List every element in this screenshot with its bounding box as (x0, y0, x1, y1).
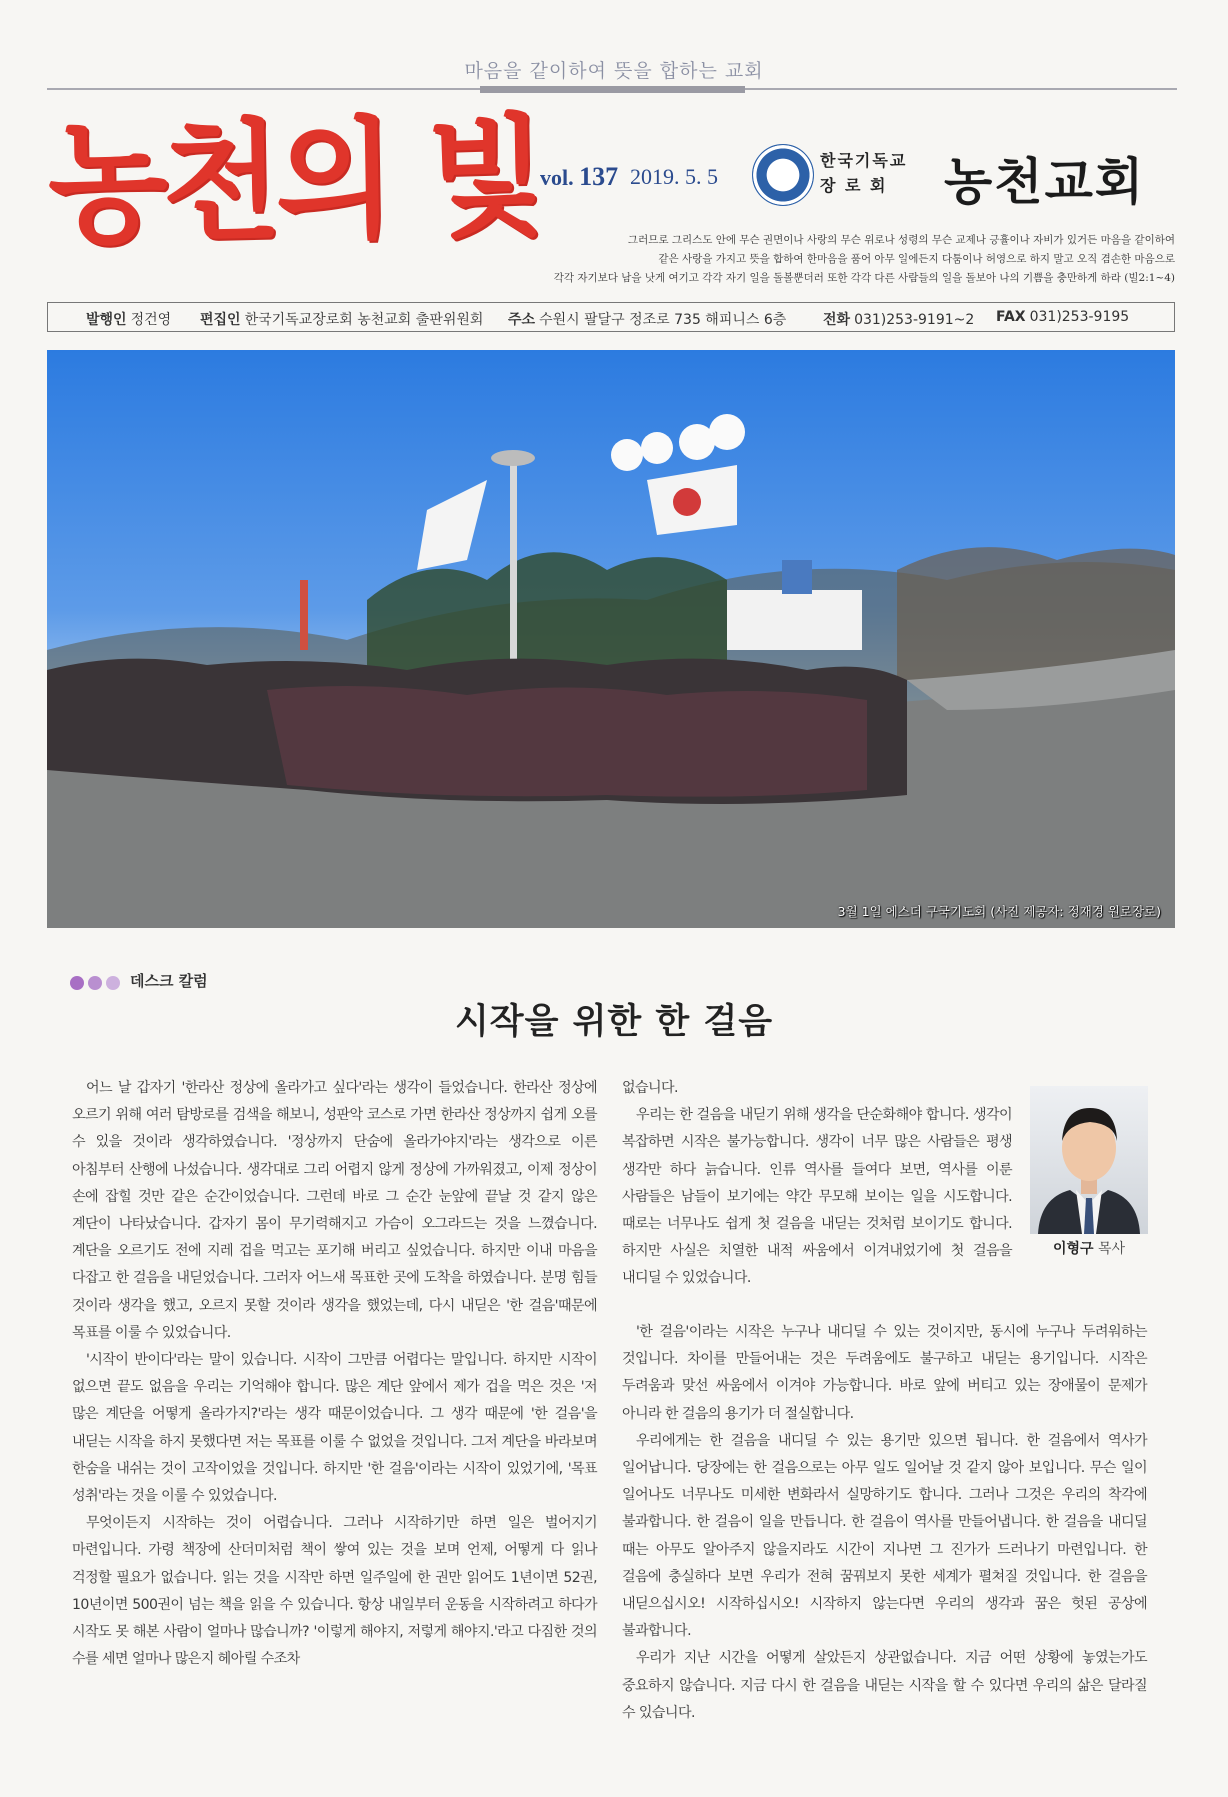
volume-prefix: vol. (540, 165, 574, 190)
article-paragraph: 우리에게는 한 걸음을 내디딜 수 있는 용기만 있으면 됩니다. 한 걸음에서 역사가 일어납니다. 당장에는 한 걸음으로는 아무 일도 일어날 것 같지 않아 보입니다. 무슨 일이 일어나도 너무나도 미세한 변화라서 실망하기도 합니다. 그러나 그것은 우리의 착각에 불과합니다. 한 걸음이 일을 만듭니다. 한 걸음이 역사를 만들어냅니다. 한 걸음을 내디딜 때는 아무도 알아주지 않을지라도 시간이 지나면 그 진가가 드러나기 마련입니다. 한 걸음에 충실하다 보면 우리가 전혀 꿈꿔보지 못한 세계가 펼쳐질 것입니다. 한 걸음을 내딛으십시오! 시작하십시오! 시작하지 않는다면 우리의 생각과 꿈은 헛된 공상에 불과합니다. (622, 1432, 1147, 1640)
church-seal-icon (752, 144, 814, 206)
editor-info (200, 309, 483, 329)
fax-value: 031)253-9195 (1029, 309, 1130, 325)
article-column-right-top (622, 1075, 1012, 1293)
publisher-name: 정건영 (130, 312, 172, 328)
phone-info (823, 309, 974, 329)
issue-date: 2019. 5. 5 (630, 164, 718, 189)
author-caption (1030, 1238, 1148, 1258)
section-dot-icon (106, 976, 120, 990)
volume-value: 137 (579, 162, 619, 191)
event-photo (47, 350, 1175, 928)
address-value: 수원시 팔달구 정조로 735 해피니스 6층 (539, 312, 787, 328)
article-paragraph: 우리는 한 걸음을 내딛기 위해 생각을 단순화해야 합니다. 생각이 복잡하면 시작은 불가능합니다. 생각이 너무 많은 사람들은 평생 생각만 하다 늙습니다. 인류 역사를 들여다 보면, 역사를 이룬 사람들은 남들이 보기에는 약간 무모해 보이는 일을 시도합니다. 때로는 너무나도 쉽게 첫 걸음을 내딛는 것처럼 보이기도 합니다. 하지만 사실은 치열한 내적 싸움에서 이겨내었기에 첫 걸음을 내디딜 수 있었습니다. (622, 1107, 1012, 1287)
scripture-verse (520, 231, 1175, 288)
article-paragraph: '한 걸음'이라는 시작은 누구나 내디딜 수 있는 것이지만, 동시에 누구나 두려워하는 것입니다. 차이를 만들어내는 것은 두려움에도 불구하고 내딛는 용기입니다. 시작은 두려움과 맞선 싸움에서 이겨야 가능합니다. 바로 앞에 버티고 있는 장애물이 문제가 아니라 한 걸음의 용기가 더 절실합니다. (622, 1324, 1147, 1422)
verse-line: 각각 자기보다 남을 낫게 여기고 각각 자기 일을 돌볼뿐더러 또한 각각 다른 사람들의 일을 돌보아 나의 기쁨을 충만하게 하라 (빌2:1~4) (553, 272, 1175, 284)
photo-caption: 3월 1일 에스더 구국기도회 (사진 제공자: 정재경 원로장로) (837, 904, 1161, 919)
fax-info (996, 309, 1129, 325)
publisher-info (86, 309, 171, 329)
church-name: 농천교회 (944, 152, 1146, 211)
article-column-left (72, 1075, 597, 1715)
denomination (820, 148, 940, 198)
section-dot-icon (70, 976, 84, 990)
phone-value: 031)253-9191~2 (854, 312, 975, 328)
denomination-line1: 한국기독교 (820, 151, 908, 170)
denomination-line2: 장 로 회 (820, 176, 888, 195)
section-label: 데스크 칼럼 (130, 972, 208, 990)
article-headline: 시작을 위한 한 걸음 (454, 1002, 774, 1042)
section-dot-icon (88, 976, 102, 990)
volume-number (540, 162, 618, 192)
fax-label: FAX (996, 309, 1026, 325)
article-paragraph: '시작이 반이다'라는 말이 있습니다. 시작이 그만큼 어렵다는 말입니다. 하지만 시작이 없으면 끝도 없음을 우리는 기억해야 합니다. 많은 계단 앞에서 제가 겁을 먹은 것은 '저 많은 계단을 어떻게 올라가지?'라는 생각 때문이었습니다. 그 생각 때문에 '한 걸음'을 내딛는 시작을 하지 못했다면 저는 목표를 이룰 수 없었을 것입니다. 그저 계단을 바라보며 한숨을 내쉬는 것이 고작이었을 것입니다. 하지만 '한 걸음'이라는 시작이 있었기에, '목표 성취'라는 것을 이룰 수 있었습니다. (72, 1352, 597, 1505)
top-divider-accent (480, 86, 745, 93)
author-portrait-illustration (1030, 1086, 1148, 1234)
section-dots (70, 972, 124, 991)
author-name: 이형구 (1052, 1241, 1094, 1257)
slogan: 마음을 같이하여 뜻을 합하는 교회 (464, 60, 764, 82)
publisher-label: 발행인 (86, 312, 127, 328)
event-photo-illustration (47, 350, 1175, 928)
verse-line: 그러므로 그리스도 안에 무슨 권면이나 사랑의 무슨 위로나 성령의 무슨 교제나 긍휼이나 자비가 있거든 마음을 같이하여 (627, 234, 1175, 246)
article-paragraph: 우리가 지난 시간을 어떻게 살았든지 상관없습니다. 지금 어떤 상황에 놓였는가도 중요하지 않습니다. 지금 다시 한 걸음을 내딛는 시작을 할 수 있다면 우리의 삶은 달라질 수 있습니다. (622, 1650, 1147, 1721)
editor-label: 편집인 (200, 312, 241, 328)
author-photo (1030, 1086, 1148, 1234)
article-paragraph: 무엇이든지 시작하는 것이 어렵습니다. 그러나 시작하기만 하면 일은 벌어지기 마련입니다. 가령 책장에 산더미처럼 책이 쌓여 있는 것을 보며 언제, 어떻게 다 읽나 걱정할 필요가 없습니다. 읽는 것을 시작만 하면 일주일에 한 권만 읽어도 1년이면 52권, 10년이면 500권이 넘는 책을 읽을 수 있습니다. 항상 내일부터 운동을 시작하려고 하다가 시작도 못 해본 사람이 얼마나 많습니까? '이렇게 해야지, 저렇게 해야지.'라고 다짐한 것의 수를 세면 얼마나 많은지 헤아릴 수조차 (72, 1515, 597, 1668)
masthead-title: 농천의 빛 (46, 100, 542, 263)
article-paragraph: 어느 날 갑자기 '한라산 정상에 올라가고 싶다'라는 생각이 들었습니다. 한라산 정상에 오르기 위해 여러 탐방로를 검색을 해보니, 성판악 코스로 가면 한라산 정상까지 쉽게 오를 수 있을 것이라 생각하였습니다. '정상까지 단숨에 올라가야지'라는 생각으로 이른 아침부터 산행에 나섰습니다. 생각대로 그리 어렵지 않게 정상에 가까워졌고, 이제 정상이 손에 잡힐 것만 같은 순간이었습니다. 그런데 바로 그 순간 눈앞에 끝날 것 같지 않은 계단이 나타났습니다. 갑자기 몸이 무기력해지고 가슴이 오그라드는 것을 느꼈습니다. 계단을 오르기도 전에 지레 겁을 먹고는 포기해 버리고 싶었습니다. 하지만 이내 마음을 다잡고 한 걸음을 내딛었습니다. 그러자 어느새 목표한 곳에 도착을 하였습니다. 분명 힘들 것이라 생각을 했고, 오르지 못할 것이라 생각을 했었는데, 다시 내딛은 '한 걸음'때문에 목표를 이룰 수 있었습니다. (72, 1080, 597, 1341)
editor-name: 한국기독교장로회 농천교회 출판위원회 (244, 312, 484, 328)
author-role: 목사 (1097, 1241, 1126, 1257)
article-paragraph: 없습니다. (622, 1080, 678, 1096)
address-label: 주소 (508, 312, 536, 328)
address-info (508, 309, 786, 329)
verse-line: 같은 사랑을 가지고 뜻을 합하여 한마음을 품어 아무 일에든지 다툼이나 허영으로 하지 말고 오직 겸손한 마음으로 (658, 253, 1175, 265)
article-column-right-bottom (622, 1319, 1147, 1727)
phone-label: 전화 (823, 312, 851, 328)
publication-info-bar (47, 302, 1175, 332)
